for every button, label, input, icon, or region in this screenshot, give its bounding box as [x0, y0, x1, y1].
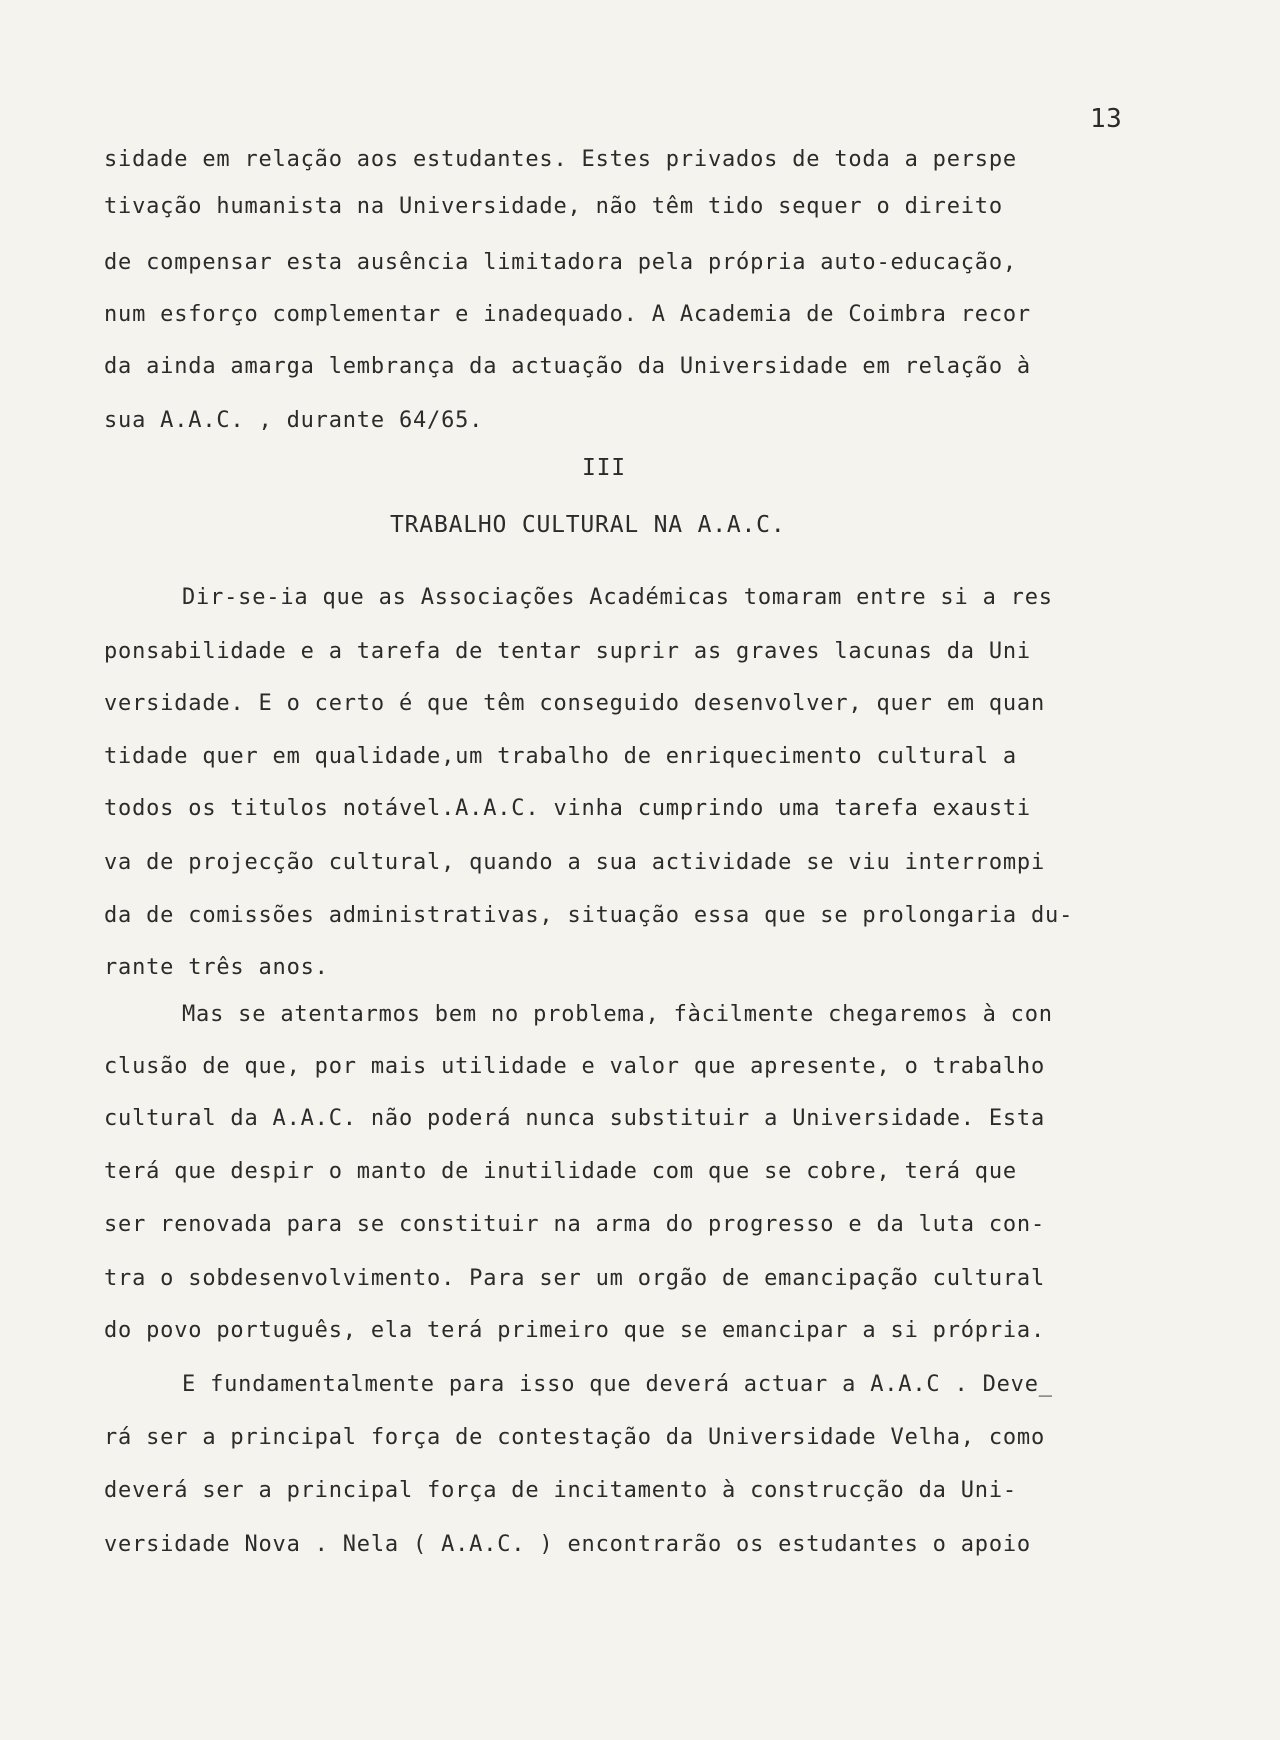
- section-number: III: [582, 455, 626, 481]
- text-line: de compensar esta ausência limitadora pela própria auto-educação,: [104, 250, 1017, 275]
- text-line: tivação humanista na Universidade, não têm tido sequer o direito: [104, 194, 1003, 219]
- section-title: TRABALHO CULTURAL NA A.A.C.: [390, 512, 786, 538]
- text-line: sidade em relação aos estudantes. Estes privados de toda a perspe: [104, 147, 1017, 172]
- text-line: rá ser a principal força de contestação da Universidade Velha, como: [104, 1425, 1046, 1450]
- text-line: tra o sobdesenvolvimento. Para ser um orgão de emancipação cultural: [104, 1266, 1046, 1291]
- text-line: terá que despir o manto de inutilidade com que se cobre, terá que: [104, 1159, 1017, 1184]
- text-line: Dir-se-ia que as Associações Académicas tomaram entre si a res: [182, 585, 1053, 610]
- text-line: num esforço complementar e inadequado. A Academia de Coimbra recor: [104, 302, 1031, 327]
- text-line: versidade Nova . Nela ( A.A.C. ) encontrarão os estudantes o apoio: [104, 1532, 1031, 1557]
- text-line: cultural da A.A.C. não poderá nunca substituir a Universidade. Esta: [104, 1106, 1046, 1131]
- text-line: deverá ser a principal força de incitamento à construcção da Uni-: [104, 1478, 1017, 1503]
- text-line: E fundamentalmente para isso que deverá actuar a A.A.C . Deve_: [182, 1372, 1053, 1397]
- text-line: va de projecção cultural, quando a sua actividade se viu interrompi: [104, 850, 1046, 875]
- text-line: ser renovada para se constituir na arma do progresso e da luta con-: [104, 1212, 1046, 1237]
- text-line: clusão de que, por mais utilidade e valor que apresente, o trabalho: [104, 1054, 1046, 1079]
- page-number: 13: [1090, 104, 1123, 134]
- text-line: todos os titulos notável.A.A.C. vinha cumprindo uma tarefa exausti: [104, 796, 1031, 821]
- text-line: tidade quer em qualidade,um trabalho de enriquecimento cultural a: [104, 744, 1017, 769]
- text-line: rante três anos.: [104, 955, 329, 980]
- text-line: sua A.A.C. , durante 64/65.: [104, 408, 484, 433]
- text-line: da ainda amarga lembrança da actuação da Universidade em relação à: [104, 354, 1031, 379]
- text-line: do povo português, ela terá primeiro que se emancipar a si própria.: [104, 1318, 1046, 1343]
- text-line: versidade. E o certo é que têm conseguido desenvolver, quer em quan: [104, 691, 1046, 716]
- text-line: Mas se atentarmos bem no problema, fàcilmente chegaremos à con: [182, 1002, 1053, 1027]
- text-line: ponsabilidade e a tarefa de tentar suprir as graves lacunas da Uni: [104, 639, 1031, 664]
- text-line: da de comissões administrativas, situação essa que se prolongaria du-: [104, 903, 1074, 928]
